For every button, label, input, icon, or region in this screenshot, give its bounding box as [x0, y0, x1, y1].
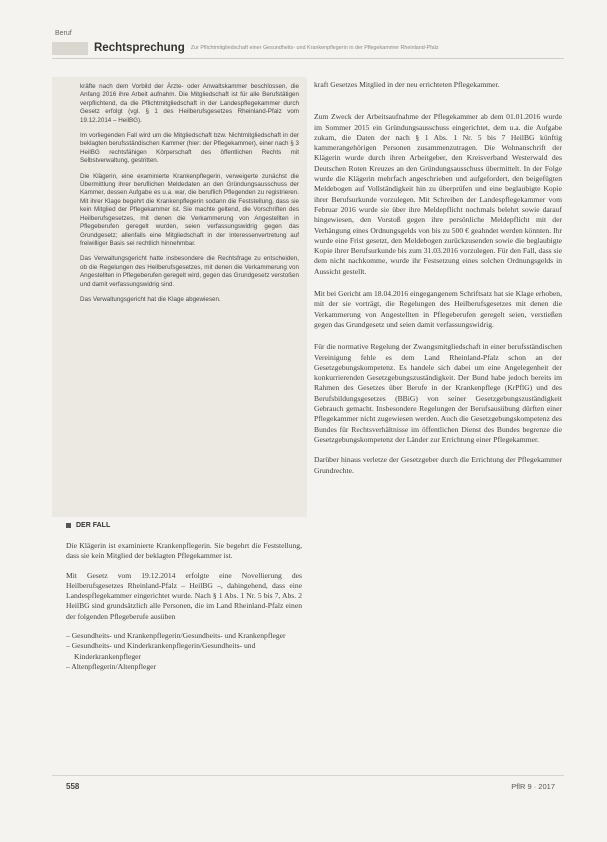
header-bar [52, 42, 88, 55]
body-paragraph: Mit bei Gericht am 18.04.2016 eingegangenem Schriftsatz hat sie Klage erhoben, mit der sie vorträgt, die Regelungen des Heilberufsgesetzes mit denen die Verkammerung von Angestellten in Pflegeberufen geregelt seien, verstießen gegen das Grundgesetz und seien damit verfassungswidrig. [314, 289, 562, 329]
right-column [314, 80, 562, 485]
left-column [66, 522, 302, 672]
summary-box [52, 77, 307, 517]
body-paragraph: kraft Gesetzes Mitglied in der neu errichteten Pflegekammer. [314, 80, 500, 89]
list-item: – Gesundheits- und Kinderkrankenpflegerin/Gesundheits- und Kinderkrankenpfleger [66, 641, 256, 661]
summary-paragraph: Das Verwaltungsgericht hatte insbesondere die Rechtsfrage zu entscheiden, ob die Regelungen des Heilberufsgesetzes, mit denen die Verkammerung von Angestellten in Pflegeberufen geregelt wird, gegen das Grundgesetz verstoßen und damit verfassungswidrig sind. [80, 255, 299, 288]
summary-paragraph: Die Klägerin, eine examinierte Krankenpflegerin, verweigerte zunächst die Übermittlung ihrer beruflichen Meldedaten an den Gründungsausschuss der Kammer, dessen Aufgabe es u.a. war, die beruflich Pflegenden zu registrieren. Mit ihrer Klage begehrt die Krankenpflegerin sodann die Feststellung, dass sie kein Mitglied der Pflegekammer ist. Sie machte geltend, die Vorschriften des Heilberufsgesetzes, mit denen die Verkammerung von Angestellten in Pflegeberufen geregelt wurden, seien verfassungswidrig gegen das Grundgesetz; allenfalls eine Mitgliedschaft in der Interessenvertretung auf freiwilliger Basis sei rechtlich hinnehmbar. [80, 172, 299, 247]
body-paragraph: Darüber hinaus verletze der Gesetzgeber durch die Errichtung der Pflegekammer Grundrechte. [314, 455, 562, 475]
page-number: 558 [66, 782, 80, 791]
category-label: Beruf [55, 30, 72, 37]
case-heading-text: DER FALL [76, 522, 111, 529]
body-paragraph: Mit Gesetz vom 19.12.2014 erfolgte eine Novellierung des Heilberufsgesetzes Rheinland-Pfalz – HeilBG –, dahingehend, dass eine Landespflegekammer eingerichtet wurde. Nach § 1 Abs. 1 Nr. 5 bis 7, Abs. 2 HeilBG sind grundsätzlich alle Personen, die im Land Rheinland-Pfalz einen der folgenden Pflegeberufe ausüben [66, 570, 302, 621]
case-heading [66, 522, 302, 529]
summary-paragraph: Das Verwaltungsgericht hat die Klage abgewiesen. [80, 295, 221, 303]
section-subtitle: Zur Pflichtmitgliedschaft einer Gesundheits- und Krankenpflegerin in der Pflegekammer Rheinland-Pfalz [190, 45, 439, 51]
square-bullet-icon [66, 523, 71, 528]
list-item: – Gesundheits- und Krankenpflegerin/Gesundheits- und Krankenpfleger [66, 631, 286, 641]
section-title: Rechtsprechung [94, 42, 185, 54]
body-paragraph: Die Klägerin ist examinierte Krankenpflegerin. Sie begehrt die Feststellung, dass sie kein Mitglied der beklagten Pflegekammer ist. [66, 541, 302, 561]
summary-paragraph: kräfte nach dem Vorbild der Ärzte- oder Anwaltskammer beschlossen, die Anfang 2016 ihre Arbeit aufnahm. Die Mitgliedschaft ist für alle Berufstätigen verpflichtend, da die Pflichtmitgliedschaft in der Landespflegekammer durch Gesetz erfolgt (vgl. § 1 des Heilberufsgesetzes Rheinland-Pfalz vom 19.12.2014 – HeilBG). [80, 83, 299, 124]
journal-issue: PflR 9 · 2017 [511, 782, 555, 791]
page-header [52, 40, 564, 56]
list-item: – Altenpflegerin/Altenpfleger [66, 661, 157, 671]
header-rule [52, 58, 564, 59]
profession-list [66, 631, 302, 672]
footer-rule [52, 775, 564, 776]
summary-paragraph: Im vorliegenden Fall wird um die Mitgliedschaft bzw. Nichtmitgliedschaft in der beklagten berufsständischen Kammer (hier: der Pflegekammer), einer nach § 3 HeilBG rechtsfähigen Körperschaft des öffentlichen Rechts mit Selbstverwaltung, gestritten. [80, 132, 299, 165]
body-paragraph: Für die normative Regelung der Zwangsmitgliedschaft in einer berufsständischen Vereinigung fehle es dem Land Rheinland-Pfalz schon an der Gesetzgebungskompetenz. Es handele sich dabei um eine Angelegenheit der konkurrierenden Gesetzgebungszuständigkeit. Der Bund habe jedoch bereits im Rahmen des Gesetzes über Berufe in der Krankenpflege (KrPflG) und des Berufsbildungsgesetzes (BBiG) von seiner Gesetzgebungszuständigkeit Gebrauch gemacht. Insbesondere Regelungen der Berufsausübung dürften einer Pflegekammer nicht zugewiesen werden. Auch die Gesetzgebungskompetenz des Bundes für Rechtsverhältnisse im öffentlichen Dienst des Bundes begrenze die Gesetzgebungskompetenz der Länder zur Errichtung einer Pflegekammer. [314, 342, 562, 444]
body-paragraph: Zum Zweck der Arbeitsaufnahme der Pflegekammer ab dem 01.01.2016 wurde im Sommer 2015 ein Gründungsausschuss eingerichtet, dem u.a. die Aufgabe zukam, die Daten der nach § 1 Abs. 1 Nr. 5 bis 7 HeilBG künftig kammerangehörigen Personen zusammenzutragen. Die Wohnanschrift der Klägerin wurde durch ihren Arbeitgeber, den Kreisverband Westerwald des Deutschen Roten Kreuzes an den Gründungsausschuss übermittelt. In der Folge wurde die Klägerin mehrfach angeschrieben und aufgefordert, den beigefügten Meldebogen auf Vollständigkeit hin zu überprüfen und eine beglaubigte Kopie ihrer Berufsurkunde vorzulegen. Mit Schreiben der Landespflegekammer vom Februar 2016 wurde sie über ihre Meldepflicht nochmals belehrt sowie darauf hingewiesen, den Vorstoß gegen ihre persönliche Meldepflicht mit der Verhängung eines Ordnungsgelds von bis zu 500 € geahndet werden könnten. Ihr wurde eine Frist gesetzt, den Meldebogen zurückzusenden sowie die beglaubigte Kopie ihrer Berufsurkunde bis zum 31.03.2016 vorzulegen. Für den Fall, dass sie dem nicht nachkomme, wurde ihr Festsetzung eines solchen Ordnungsgelds in Aussicht gestellt. [314, 112, 562, 276]
